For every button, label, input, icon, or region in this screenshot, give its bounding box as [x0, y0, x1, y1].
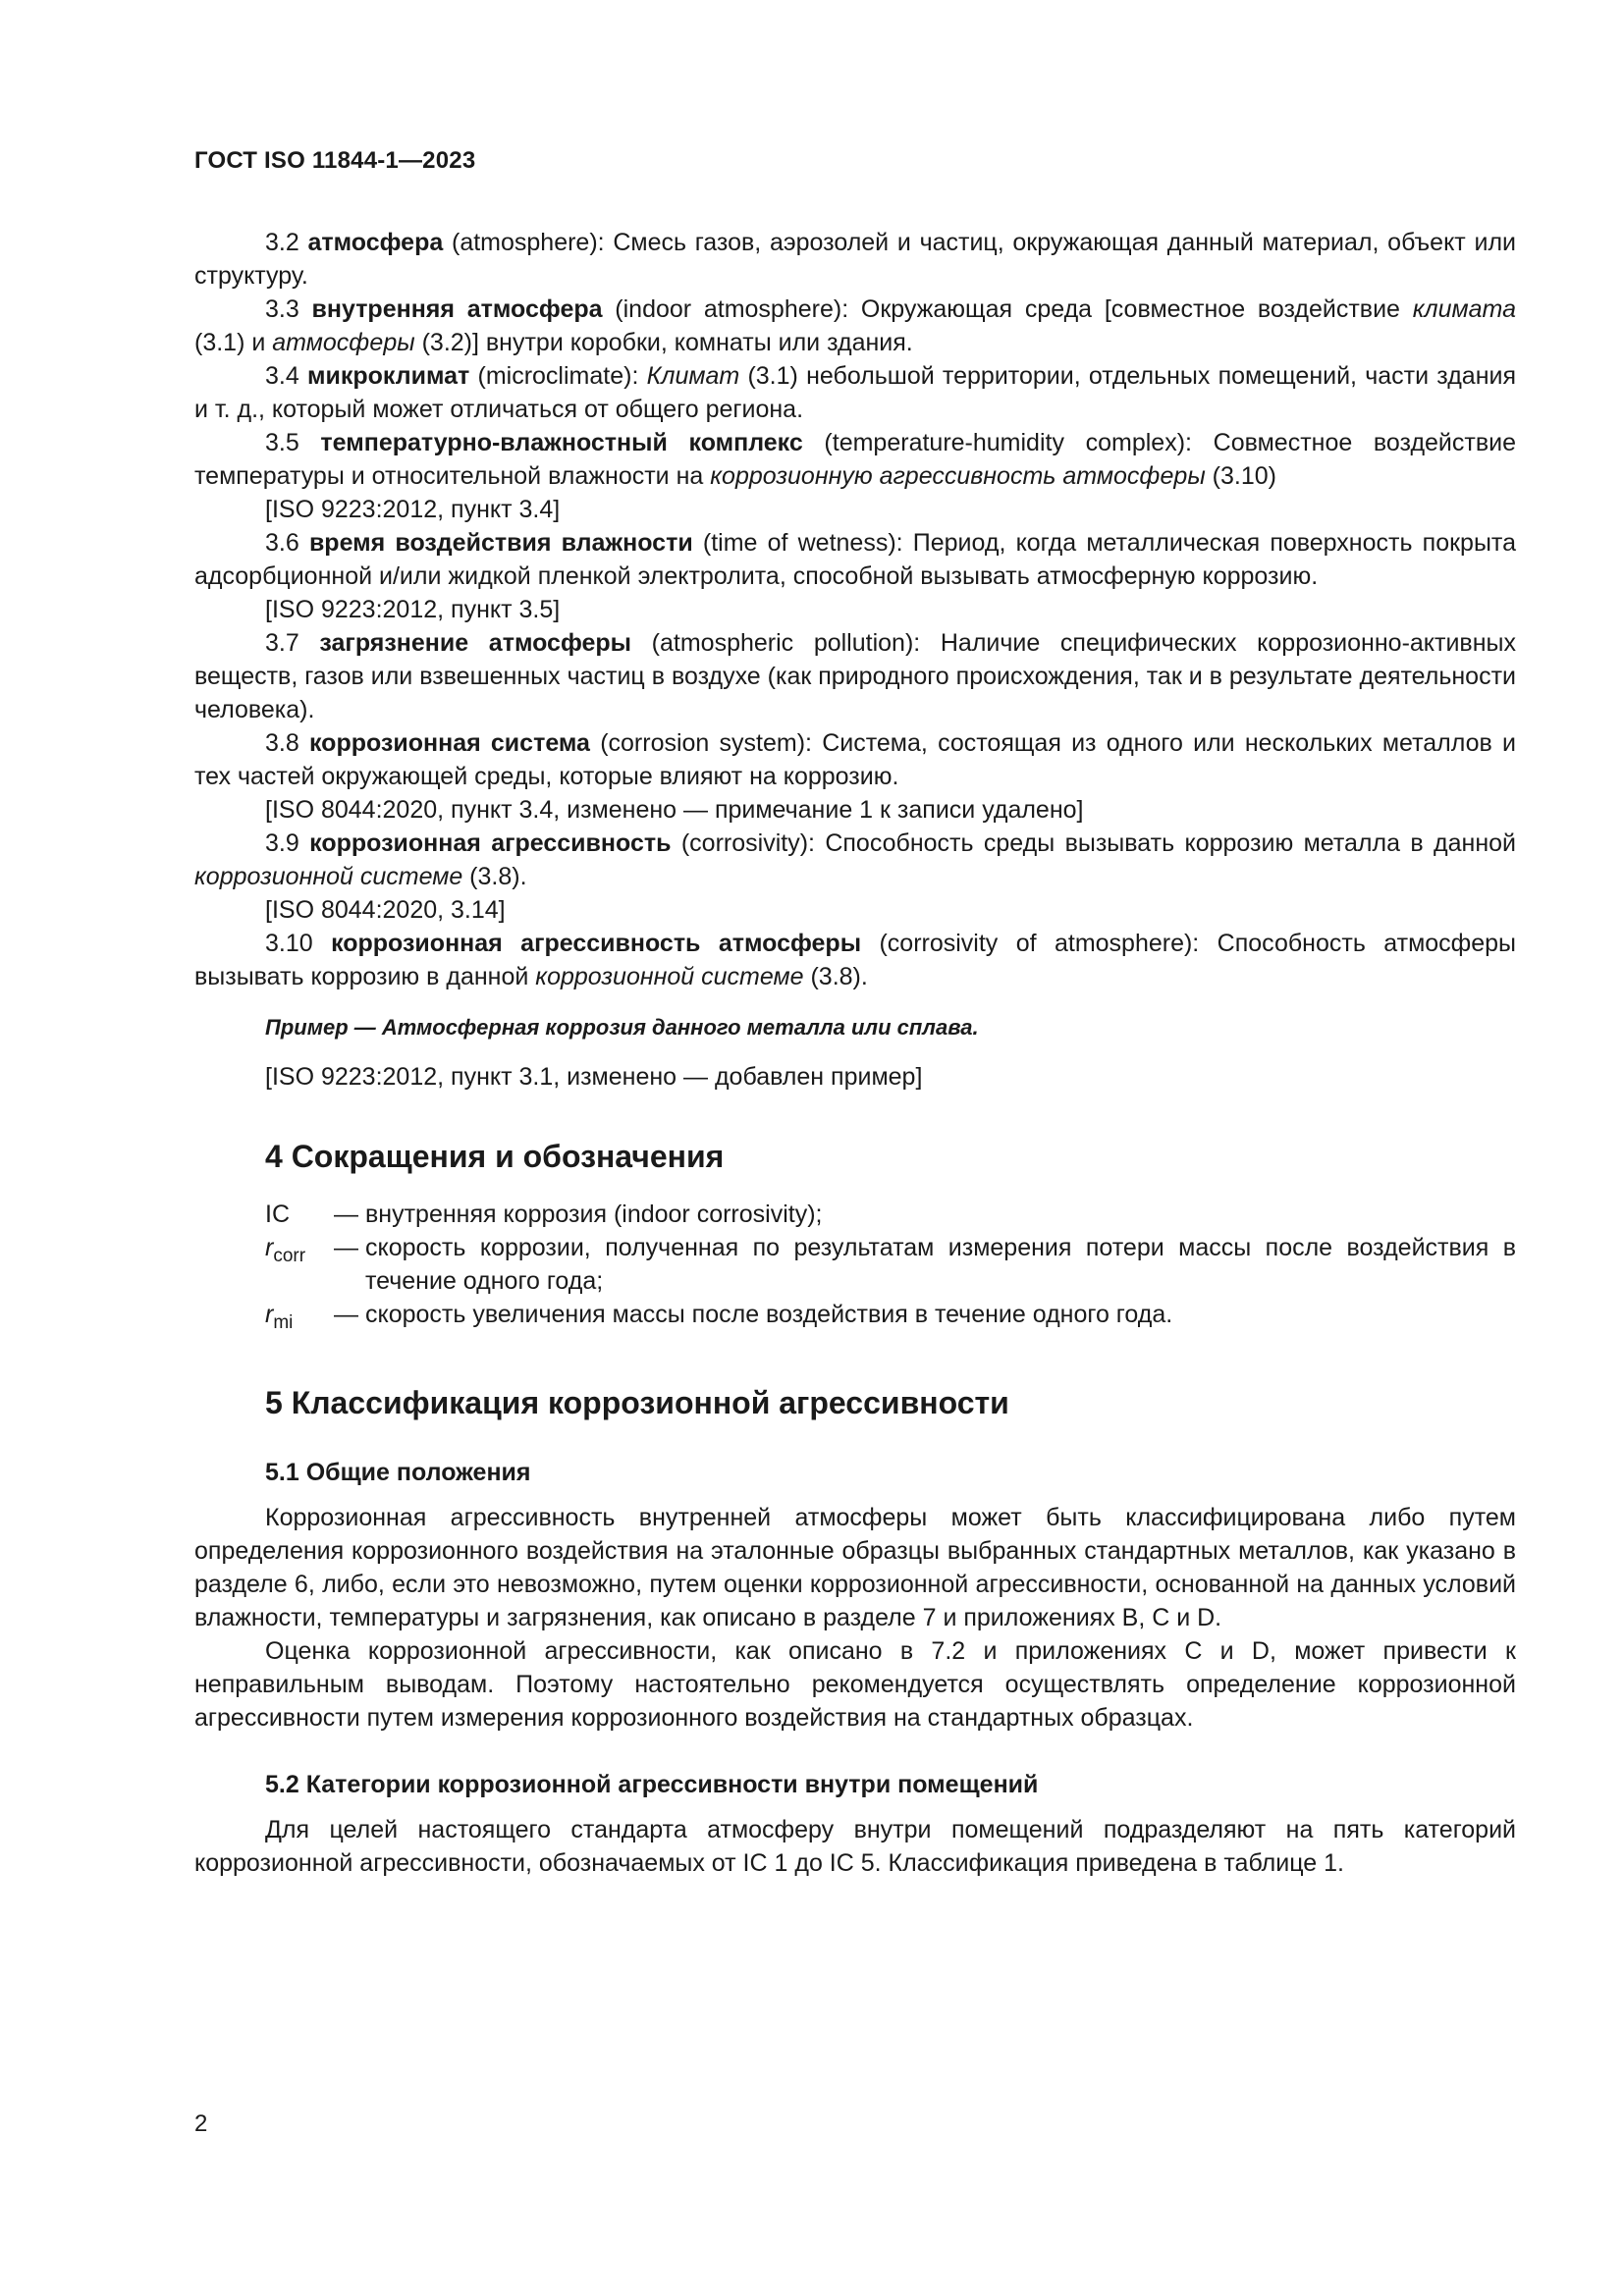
abbreviation-item: IC — внутренняя коррозия (indoor corrosivity);	[265, 1198, 1516, 1231]
term-number: 3.2	[265, 229, 308, 256]
term-english: (microclimate):	[469, 362, 647, 390]
term-definition: 3.10 коррозионная агрессивность атмосферы (corrosivity of atmosphere): Способность атмосферы вызывать коррозию в данной коррозионной системе (3.8).	[194, 930, 1517, 990]
term-number: 3.10	[265, 930, 332, 957]
paragraph: Коррозионная агрессивность внутренней атмосферы может быть классифицирована либо путем определения коррозионного воздействия на эталонные образцы выбранных стандартных металлов, как указано в разделе 6, либо, если это невозможно, путем оценки коррозионной агрессивности, основанной на данных условий влажности, температуры и загрязнения, как описано в разделе 7 и приложениях B, C и D.	[194, 1504, 1516, 1631]
term-source-ref: [ISO 8044:2020, 3.14]	[265, 896, 506, 924]
subsection-5-2-heading: 5.2 Категории коррозионной агрессивности внутри помещений	[265, 1771, 1039, 1798]
term-definition: 3.3 внутренняя атмосфера (indoor atmosphere): Окружающая среда [совместное воздействие климата (3.1) и атмосферы (3.2)] внутри коробки, комнаты или здания.	[194, 295, 1517, 356]
abbreviation-item: $r_{corr}$ — скорость коррозии, полученная по результатам измерения потери массы после воздействия в течение одного года;	[265, 1231, 1516, 1298]
term-number: 3.3	[265, 295, 312, 323]
term-name: коррозионная агрессивность атмосферы	[331, 930, 862, 957]
term-english: (corrosivity of atmosphere):	[861, 930, 1218, 957]
term-name: внутренняя атмосфера	[311, 295, 603, 323]
term-english: (time of wetness):	[692, 529, 913, 557]
abbreviation-definition: скорость увеличения массы после воздействия в течение одного года.	[365, 1301, 1173, 1328]
term-source-ref: [ISO 8044:2020, пункт 3.4, изменено — примечание 1 к записи удалено]	[265, 796, 1084, 824]
abbreviation-symbol: $r_{corr}$	[265, 1234, 306, 1266]
term-source-ref: [ISO 9223:2012, пункт 3.5]	[265, 596, 561, 623]
subsection-5-1-heading: 5.1 Общие положения	[265, 1459, 531, 1486]
paragraph: Оценка коррозионной агрессивности, как описано в 7.2 и приложениях C и D, может привести к неправильным выводам. Поэтому настоятельно рекомендуется осуществлять определение коррозионной агрессивности путем измерения коррозионного воздействия на стандартных образцах.	[194, 1637, 1516, 1732]
document-header: ГОСТ ISO 11844-1—2023	[194, 147, 476, 174]
abbreviation-symbol: IC	[265, 1201, 290, 1228]
abbreviation-definition: внутренняя коррозия (indoor corrosivity);	[365, 1201, 823, 1228]
term-number: 3.7	[265, 629, 320, 657]
term-name: коррозионная агрессивность	[309, 829, 672, 857]
term-definition: 3.2 атмосфера (atmosphere): Смесь газов, аэрозолей и частиц, окружающая данный материал, объект или структуру.	[194, 229, 1517, 290]
term-definition: 3.6 время воздействия влажности (time of wetness): Период, когда металлическая поверхность покрыта адсорбционной и/или жидкой пленкой электролита, способной вызывать атмосферную коррозию.	[194, 529, 1516, 590]
term-name: атмосфера	[307, 229, 444, 256]
term-english: (atmospheric pollution):	[631, 629, 941, 657]
term-source-ref: [ISO 9223:2012, пункт 3.4]	[265, 496, 561, 523]
abbreviations-list	[194, 1198, 1516, 1340]
term-name: коррозионная система	[308, 729, 590, 757]
term-definition: 3.9 коррозионная агрессивность (corrosivity): Способность среды вызывать коррозию металла в данной коррозионной системе (3.8).	[194, 829, 1517, 890]
term-name: время воздействия влажности	[308, 529, 693, 557]
term-number: 3.9	[265, 829, 310, 857]
term-definition: 3.7 загрязнение атмосферы (atmospheric pollution): Наличие специфических коррозионно-активных веществ, газов или взвешенных частиц в воздухе (как природного происхождения, так и в результате деятельности человека).	[194, 629, 1516, 723]
abbreviation-symbol: $r_{mi}$	[265, 1301, 294, 1333]
term-definition: 3.8 коррозионная система (corrosion system): Система, состоящая из одного или нескольких металлов и тех частей окружающей среды, которые влияют на коррозию.	[194, 729, 1516, 790]
term-definition: 3.5 температурно-влажностный комплекс (temperature-humidity complex): Совместное воздействие температуры и относительной влажности на коррозионную агрессивность атмосферы (3.10)	[194, 429, 1516, 490]
term-english: (corrosion system):	[589, 729, 823, 757]
term-english: (temperature-humidity complex):	[802, 429, 1214, 456]
page-number: 2	[194, 2110, 208, 2137]
section-5-heading: 5 Классификация коррозионной агрессивности	[265, 1385, 1009, 1420]
abbreviation-definition: скорость коррозии, полученная по результатам измерения потери массы после воздействия в течение одного года;	[365, 1234, 1516, 1295]
terms-list	[194, 226, 1516, 993]
term-definition: 3.4 микроклимат (microclimate): Климат (3.1) небольшой территории, отдельных помещений, части здания и т. д., который может отличаться от общего региона.	[194, 362, 1516, 423]
abbreviation-item: $r_{mi}$ — скорость увеличения массы после воздействия в течение одного года.	[265, 1298, 1516, 1340]
term-english: (atmosphere):	[443, 229, 614, 256]
term-english: (corrosivity):	[671, 829, 826, 857]
example-note: Пример — Атмосферная коррозия данного металла или сплава.	[265, 1015, 979, 1040]
term-number: 3.4	[265, 362, 307, 390]
term-name: температурно-влажностный комплекс	[320, 429, 803, 456]
paragraph: Для целей настоящего стандарта атмосферу внутри помещений подразделяют на пять категорий коррозионной агрессивности, обозначаемых от IC 1 до IC 5. Классификация приведена в таблице 1.	[194, 1816, 1516, 1877]
term-name: микроклимат	[306, 362, 470, 390]
term-name: загрязнение атмосферы	[319, 629, 632, 657]
term-number: 3.8	[265, 729, 309, 757]
term-english: (indoor atmosphere):	[602, 295, 861, 323]
example-source-ref: [ISO 9223:2012, пункт 3.1, изменено — добавлен пример]	[265, 1063, 923, 1091]
section-4-heading: 4 Сокращения и обозначения	[265, 1139, 725, 1174]
term-number: 3.6	[265, 529, 309, 557]
page-content	[194, 226, 1516, 1880]
term-number: 3.5	[265, 429, 321, 456]
